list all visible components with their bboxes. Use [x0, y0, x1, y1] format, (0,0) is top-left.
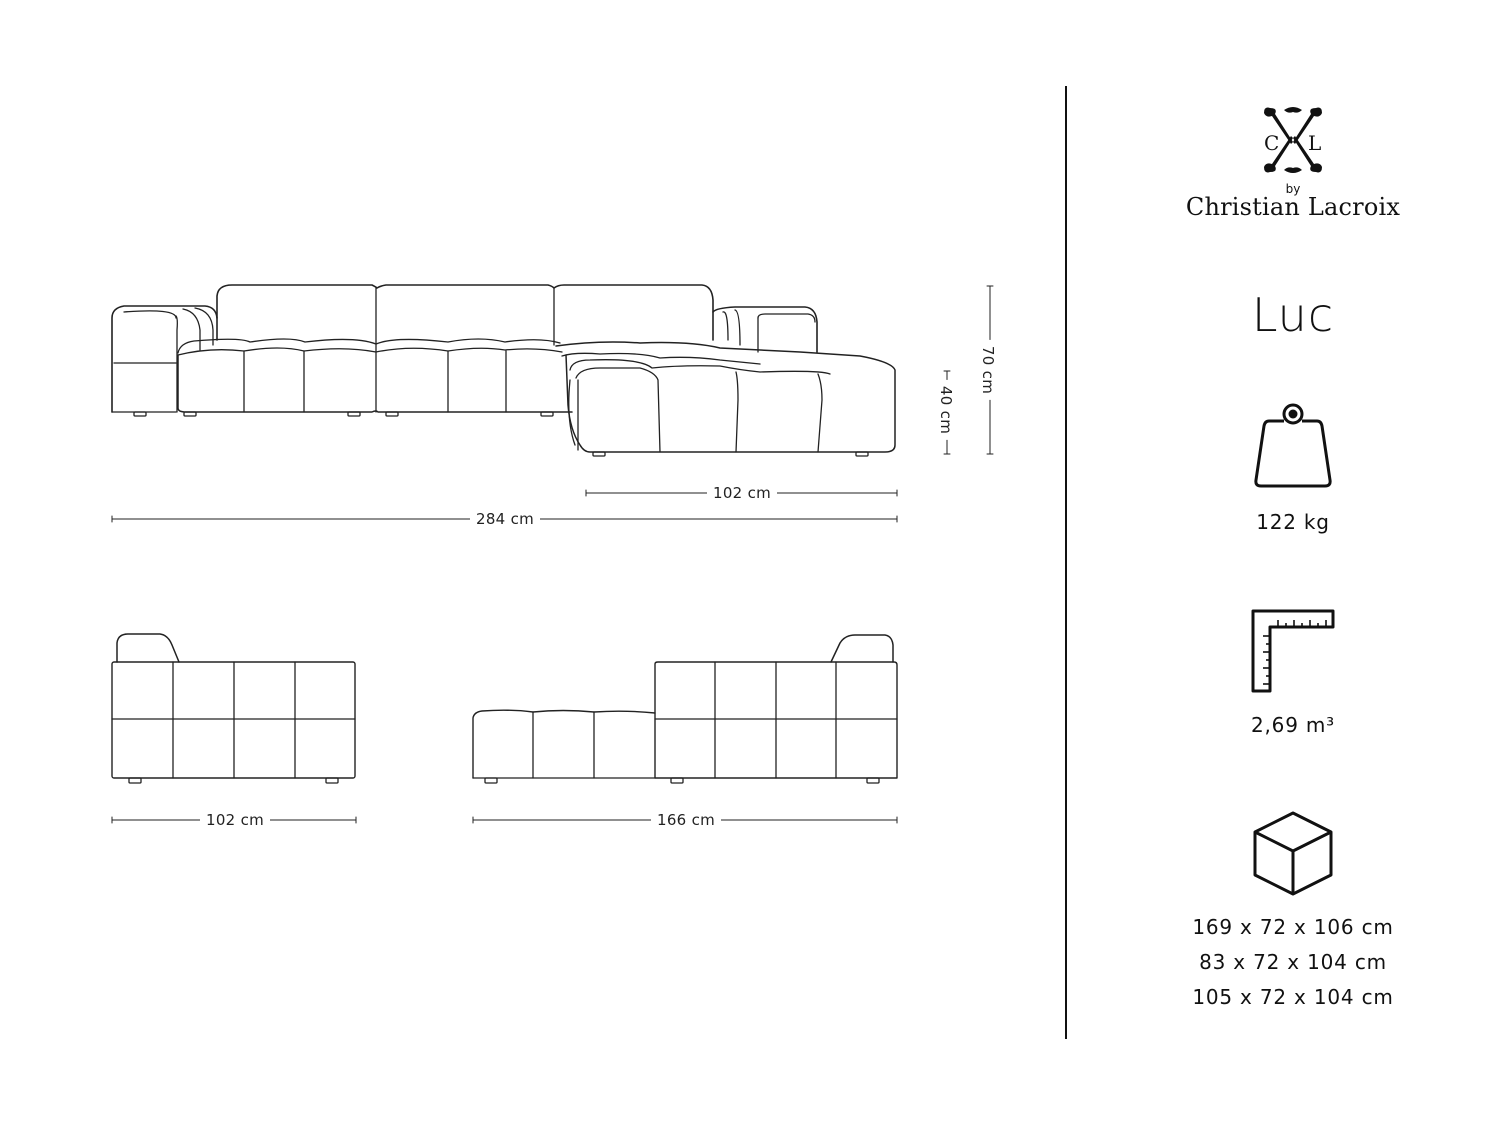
left-depth-label: 102 cm: [200, 811, 270, 829]
weight-icon: [1253, 402, 1333, 490]
svg-text:L: L: [1308, 131, 1322, 155]
right-depth-label: 166 cm: [651, 811, 721, 829]
front-view: [112, 285, 895, 456]
package-dimensions-3: 105 x 72 x 104 cm: [1192, 985, 1394, 1009]
brand-by: by: [1285, 182, 1301, 196]
total-height-label: 70 cm: [979, 340, 997, 400]
svg-text:C: C: [1264, 131, 1280, 155]
total-width-label: 284 cm: [470, 510, 540, 528]
vertical-divider: [1065, 86, 1067, 1039]
weight-value: 122 kg: [1256, 510, 1330, 534]
package-dimensions-2: 83 x 72 x 104 cm: [1199, 950, 1387, 974]
side-view-left: [112, 634, 355, 783]
package-dimensions-1: 169 x 72 x 106 cm: [1192, 915, 1394, 939]
seat-height-label: 40 cm: [937, 380, 955, 440]
brand-name: Christian Lacroix: [1185, 193, 1401, 221]
volume-value: 2,69 m³: [1251, 713, 1335, 737]
chaise-width-label: 102 cm: [707, 484, 777, 502]
cxl-monogram-logo: [1258, 104, 1328, 176]
product-name: Luc: [1251, 288, 1335, 342]
ruler-corner-icon: [1251, 609, 1335, 693]
cube-box-icon: [1252, 811, 1334, 897]
side-view-right: [473, 635, 897, 783]
